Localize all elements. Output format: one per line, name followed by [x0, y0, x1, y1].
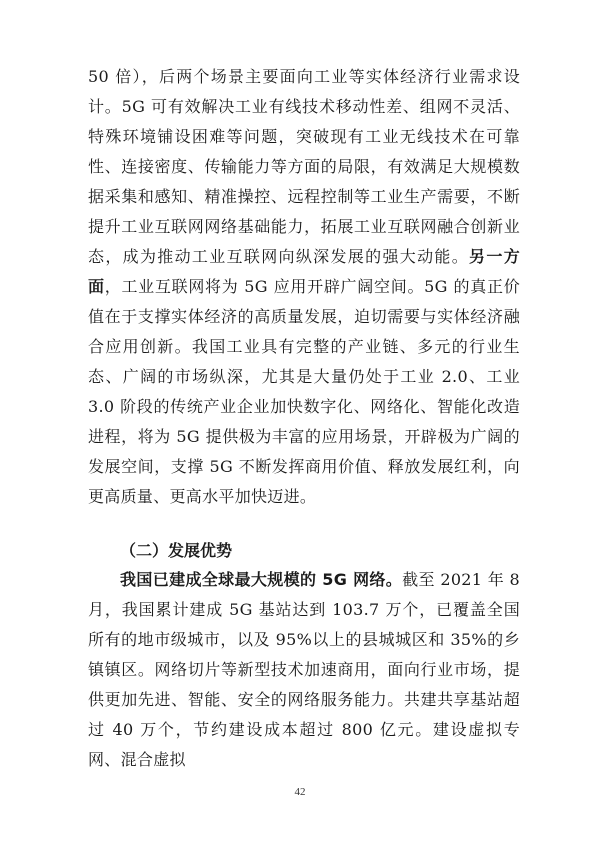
paragraph-1-bold-phrase: 另一方面	[88, 247, 520, 296]
body-paragraph-1	[88, 62, 520, 512]
page-number: 42	[294, 786, 306, 798]
body-paragraph-2	[88, 565, 520, 775]
section-heading: （二）发展优势	[120, 541, 233, 560]
paragraph-2-bold-phrase: 我国已建成全球最大规模的 5G 网络。	[120, 570, 403, 589]
paragraph-1-text-a: 50 倍），后两个场景主要面向工业等实体经济行业需求设计。5G 可有效解决工业有线技术移动性差、组网不灵活、特殊环境铺设困难等问题，突破现有工业无线技术在可靠性、连接密度、传输能力等方面的局限，有效满足大规模数据采集和感知、精准操控、远程控制等工业生产需要，不断提升工业互联网网络基础能力，拓展工业互联网融合创新业态，成为推动工业互联网向纵深发展的强大动能。	[88, 67, 520, 266]
paragraph-1-text-b: ，工业互联网将为 5G 应用开辟广阔空间。5G 的真正价值在于支撑实体经济的高质量发展，迫切需要与实体经济融合应用创新。我国工业具有完整的产业链、多元的行业生态、广阔的市场纵深，尤其是大量仍处于工业 2.0、工业 3.0 阶段的传统产业企业加快数字化、网络化、智能化改造进程，将为 5G 提供极为丰富的应用场景，开辟极为广阔的发展空间，支撑 5G 不断发挥商用价值、释放发展红利，向更高质量、更高水平加快迈进。	[88, 277, 520, 506]
paragraph-2-text: 截至 2021 年 8 月，我国累计建成 5G 基站达到 103.7 万个，已覆盖全国所有的地市级城市，以及 95%以上的县城城区和 35%的乡镇镇区。网络切片等新型技术加速商用，面向行业市场，提供更加先进、智能、安全的网络服务能力。共建共享基站超过 40 万个，节约建设成本超过 800 亿元。建设虚拟专网、混合虚拟	[88, 570, 520, 769]
